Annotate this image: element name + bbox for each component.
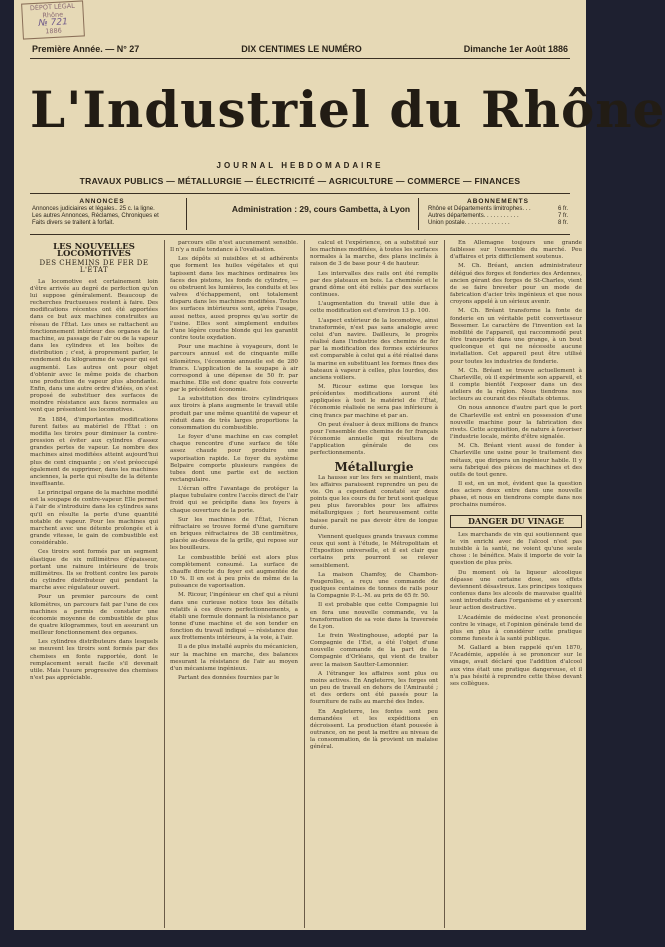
abonnement-label: Rhône et Départements limitrophes. . . — [428, 206, 531, 212]
abonnement-price: 6 fr. — [557, 206, 568, 212]
legal-deposit-stamp — [21, 0, 85, 39]
danger-du-vinage-heading: DANGER DU VINAGE — [450, 515, 582, 528]
paragraph: Le frein Westinghouse, adopté par la Compagnie de l'Est, a été l'objet d'une nouvelle commande de la part de la Compagnie d'Orléans, qui vient de traiter avec la maison Sautter-Lemonnier. — [310, 632, 438, 668]
paragraph: Le principal organe de la machine modifié est la soupape de contre-vapeur. Elle permet à l'air de s'introduire dans les cylindres sans qu'il en résulte la perte d'une quantité notable de vapeur. Pour les machines qui marchent avec une détente prolongée et à grande vitesse, le gain de combustible est considérable. — [30, 490, 159, 547]
annonces-line: Les autres Annonces, Réclames, Chroniques et — [32, 213, 159, 219]
paragraph: Les marchands de vin qui soutiennent que le vin enrichi avec de l'alcool n'est pas nuisible à la santé, ne voient qu'une seule chose : le bénéfice. Mais il importe de voir la question de plus près. — [450, 531, 582, 567]
paragraph: Sur les machines de l'État, l'écran réfractaire se trouve formé d'une garniture en briques réfractaires de 38 centimètres, placée au-dessus de la grille, qui repose sur les bouilleurs. — [170, 516, 298, 552]
paragraph: Viennent quelques grands travaux comme ceux qui sont à l'étude, le Métropolitain et l'Exposition universelle, et il est clair que certains prix pourront se relever sensiblement. — [310, 533, 438, 569]
annonces-title: ANNONCES — [79, 198, 125, 205]
abonnement-label: Autres départements. . . . . . . . . . . — [428, 213, 519, 219]
paragraph: M. Ricour estime que lorsque les précédentes modifications auront été appliquées à tout le matériel de l'État, l'économie réalisée ne sera pas inférieure à cinq francs par machine et par an. — [310, 383, 438, 419]
annonces-line: Annonces judiciaires et légales.. 25 c. la ligne. — [32, 206, 155, 212]
column-2 — [170, 240, 298, 684]
info-divider — [186, 198, 187, 230]
section-heading-metallurgie: Métallurgie — [334, 459, 414, 474]
paragraph: Pour un premier parcours de cent kilomètres, un parcours fait par l'une de ces machines a permis de constater une économie moyenne de combustible de plus de quatre kilogrammes, tout en assurant un meilleur fonctionnement des organes. — [30, 594, 158, 637]
paragraph: On nous annonce d'autre part que le port de Charleville est entré en possession d'une nouvelle machine pour la fabrication des rivets. Cette acquisition, de nature à favoriser l'industrie locale, mérite d'être signalée. — [450, 405, 582, 441]
newspaper-sectors: TRAVAUX PUBLICS — MÉTALLURGIE — ÉLECTRICITÉ — AGRICULTURE — COMMERCE — FINANCES — [79, 176, 521, 186]
stamp-handwritten-number: № 721 — [38, 17, 69, 29]
stamp-line-2: Rhône — [42, 10, 64, 20]
paragraph: A l'étranger les affaires sont plus ou moins actives. En Angleterre, les forges ont un peu de travail en dehors de l'Amirauté ; et des orders ont été passés pour la fourniture de rails au marché des Indes. — [310, 670, 438, 706]
column-divider — [304, 240, 305, 928]
info-top-rule — [30, 193, 570, 194]
column-3 — [310, 240, 438, 753]
abonnement-label: Union postale. . . . . . . . . . . . . . — [428, 220, 510, 226]
paragraph: Il a de plus installé auprès du mécanicien, sur la machine en marche, des balances mesurant la résistance de l'air au moyen d'un mécanisme ingénieux. — [170, 644, 298, 672]
paragraph: M. Gallard a bien rappelé qu'en 1870, l'Académie, appelée à se prononcer sur le vinage, avait déclaré que l'addition d'alcool aux vins était une pratique dangereuse, et il n'a pas hésité à reprendre cette thèse devant ses collègues. — [450, 645, 582, 687]
newspaper-page — [14, 0, 665, 930]
paragraph: L'aspect extérieur de la locomotive, ainsi transformée, n'est pas sans analogie avec celui d'un navire. Dailleurs, le progrès réalisé dans l'industrie des chemins de fer par la modification des formes extérieures est comparable à celui qui a été réalisé dans la marine en substituant les formes fines des bateaux à vapeur à celles, plus lourdes, des anciens voiliers. — [310, 317, 438, 381]
abonnement-row — [428, 206, 568, 213]
paragraph: Il est probable que cette Compagnie lui en fera une nouvelle commande, vu la transformation de sa voie dans la traversée de Lyon. — [310, 602, 438, 630]
abonnements-title: ABONNEMENTS — [467, 198, 529, 205]
paragraph: La locomotive est certainement loin d'être arrivée au degré de perfection qu'on lui suppose généralement. Beaucoup de recherches fructueuses restent à faire. Des modifications récentes ont été apportées dans ce but aux machines construites au réseau de l'État. Les unes se rattachent au fonctionnement intérieur des organes de la machine, au passage de l'air ou de la vapeur dans les cylindres et les boîtes de distribution ; c'est, à proprement parler, le rendement du kilogramme de vapeur qui est augmenté. Les autres ont pour objet d'obtenir avec le même poids de charbon une production de vapeur plus abondante. Enfin, dans une autre ordre d'idées, on s'est proposé de substituer des surfaces de moindre résistance aux faces normales au vent que présentent les locomotives. — [30, 278, 158, 414]
edition-number: Première Année. — N° 27 — [32, 44, 140, 54]
paragraph: En 1884, d'importantes modifications furent faites au matériel de l'État : on modifia les tiroirs pour diminuer la contre-pression et éviter aux cylindres d'assez grandes pertes de vapeur. Le nombre des machines ainsi modifiées atteint aujourd'hui plus de cent cinquante ; on s'est préoccupé également de supprimer, dans les machines anciennes, la perte qui résulte de la détente insuffisante. — [30, 416, 158, 487]
article-columns — [30, 240, 582, 930]
paragraph: M. Ch. Bréant, ancien administrateur délégué des forges et fonderies des Ardennes, ancien gérant des forges de St-Charles, vient de se faire breveter pour un mode de fabrication d'acier très ingénieux et que nous croyons appelé à un sérieux avenir. — [450, 263, 582, 306]
paragraph: En Angleterre, les fontes sont peu demandées et les expéditions en décroissent. La production étant poussée à outrance, on ne peut la mettre au niveau de la consommation, de là provient un malaise général. — [310, 708, 438, 751]
stamp-line-1: DÉPOT LÉGAL — [29, 1, 76, 13]
paragraph: M. Ch. Bréant vient aussi de fonder à Charleville une usine pour le traitement des métaux, que dirigera un ingénieur habile. Il y sera fabriqué des pièces de machines et des outils de tout genre. — [450, 443, 582, 478]
issue-info-bar — [32, 42, 568, 56]
paragraph: La substitution des tiroirs cylindriques aux tiroirs à plans augmente le travail utile produit par une même quantité de vapeur et réduit dans de très larges proportions la consommation du combustible. — [170, 396, 298, 431]
paragraph: M. Ch. Bréant se trouve actuellement à Charleville, où il expérimente son appareil, et il compte bientôt l'exposer dans un des ateliers de la région. Nous tiendrons nos lecteurs au courant des résultats obtenus. — [450, 367, 582, 403]
paragraph: M. Ricour, l'ingénieur en chef qui a réuni dans une curieuse notice tous les détails relatifs à ces divers perfectionnements, a établi une formule donnant la résistance par tonne d'une machine et de son tender en fonction du travail indiqué — résistance due aux frottements intérieurs, à la voie, à l'air. — [170, 592, 298, 642]
paragraph: Pour une machine à voyageurs, dont le parcours annuel est de cinquante mille kilomètres, l'économie annuelle est de 280 francs. L'application de la soupape à air correspond à une dépense de 50 fr. par machine. Elle est donc quatre fois couverte par le précédent économie. — [170, 344, 298, 394]
abonnement-row — [428, 213, 568, 220]
paragraph: Il est, en un mot, évident que la question des aciers doux entre dans une nouvelle phase, et nous en tiendrons compte dans nos prochains numéros. — [450, 481, 582, 509]
paragraph: L'écran offre l'avantage de protéger la plaque tubulaire contre l'accès direct de l'air froid qui se précipite dans les foyers à chaque ouverture de la porte. — [170, 486, 298, 514]
administration-address: Administration : 29, cours Gambetta, à Lyon — [231, 204, 411, 214]
issue-price: DIX CENTIMES LE NUMÉRO — [241, 44, 362, 54]
paragraph: La maison Chamfoy, de Chambon-Feugerolles, a reçu une commande de quelques centaines de tonnes de rails pour la Compagnie P.-L.-M. au prix de 65 fr. 50. — [310, 571, 438, 600]
abonnement-price: 7 fr. — [557, 213, 568, 219]
abonnement-row — [428, 220, 568, 227]
info-bottom-rule — [30, 234, 570, 235]
newspaper-subtitle: JOURNAL HEBDOMADAIRE — [216, 161, 384, 170]
paragraph: Du moment où la liqueur alcoolique dépasse une certaine dose, ses effets deviennent désastreux. Les principes toxiques contenus dans les alcools de mauvaise qualité sont introduits dans l'organisme et y exercent leur action destructive. — [450, 569, 582, 612]
stamp-line-3: 1886 — [45, 26, 63, 36]
top-rule — [30, 58, 570, 59]
article-subheading: DES CHEMINS DE FER DE L'ÉTAT — [39, 259, 149, 275]
paragraph: On peut évaluer à deux millions de francs pour l'ensemble des chemins de fer français l'économie annuelle qui résultera de l'application générale de ces perfectionnements. — [310, 421, 438, 457]
paragraph: La hausse sur les fers se maintient, mais les affaires paraissent reprendre un peu de vie. On a cependant constaté sur deux points que les cours du fer brut sont quelque peu plus favorables pour les affaires métallurgiques ; fort heureusement cette baisse paraît ne pas devoir être de longue durée. — [310, 474, 439, 531]
annonces-block — [32, 198, 172, 227]
paragraph: En Allemagne toujours une grande faiblesse sur l'ensemble du marché. Peu d'affaires et prix difficilement soutenus. — [450, 240, 582, 261]
column-4 — [450, 240, 582, 690]
paragraph: Ces tiroirs sont formés par un segment élastique de six millimètres d'épaisseur, portant une rainure intérieure de trois millimètres. Ils se frottent contre les parois du cylindre distributeur qui pendant la marche avec régulateur ouvert. — [30, 549, 158, 592]
paragraph: Le combustible brûlé est alors plus complètement consumé. La surface de chauffe directe du foyer est augmentée de 10 %. Il en est à peu près de même de la puissance de vaporisation. — [170, 554, 298, 590]
annonces-line: Faits divers se traitent à forfait. — [32, 220, 115, 226]
column-divider — [164, 240, 165, 928]
paragraph: L'Académie de médecine s'est prononcée contre le vinage, et l'opinion générale tend de plus en plus à considérer cette pratique comme funeste à la santé publique. — [450, 614, 582, 642]
paragraph: calcul et l'expérience, on a substitué sur les machines modifiées, à toutes les surfaces normales à la marche, des plans inclinés à raison de 3 de base pour 4 de hauteur. — [310, 240, 438, 268]
column-divider — [444, 240, 445, 928]
paragraph: Partant des données fournies par le — [178, 675, 280, 682]
info-box — [30, 196, 570, 232]
paragraph: Les intervalles des rails ont été remplis par des plateaux en bois. La cheminée et le grand dôme ont été reliés par des surfaces continues. — [310, 270, 438, 299]
paragraph: Les cylindres distributeurs dans lesquels se meuvent les tiroirs sont formés par des chemises en fonte rapportée, dont le remplacement serait facile s'il devenait utile. Mais l'usure progressive des chemises n'est pas appréciable. — [30, 639, 158, 682]
paragraph: L'augmentation du travail utile due à cette modification est d'environ 13 p. 100. — [310, 301, 438, 315]
article-heading: LES NOUVELLES LOCOMOTIVES — [53, 242, 135, 260]
issue-date: Dimanche 1er Août 1886 — [463, 44, 568, 54]
paragraph: Les dépôts si nuisibles et si adhérents que forment les huiles végétales et qui tapissent dans les machines ordinaires les faces des pistons, les fonds de cylindre, — ou obstruent les lumières, les conduits et les valves d'échappement, ont totalement disparu dans les machines modifiées. Toutes les surfaces intérieures sont, après l'usage, aussi nettes, aussi propres qu'au sortir de l'usine. Elles sont simplement enduites d'une légère couche blonde qui les garantit contre toute oxydation. — [170, 256, 298, 342]
column-1 — [30, 240, 158, 684]
paragraph: Le foyer d'une machine en cas complet chaque rencontre d'une surface de tôle assez chaude pour produire une vaporisation rapide. Le foyer du système Belpaire comporte plusieurs rangées de tubes dont une partie est de section rectangulaire. — [170, 434, 298, 483]
paragraph: M. Ch. Bréant transforme la fonte de fonderie en un véritable petit convertisseur Bessemer. Le caractère de l'invention est la mobilité de l'appareil, qui raccommodé peut être transporté dans une grange, à un bout quelconque et qui ne nécessite aucune installation. Cet appareil peut être utilisé pour toutes les industries de fonderie. — [450, 308, 582, 365]
abonnements-block — [428, 198, 568, 227]
newspaper-title: L'Industriel du Rhône — [30, 80, 665, 139]
paragraph: parcours elle n'est aucunement sensible. Il n'y a nulle tendance à l'ovalisation. — [170, 240, 298, 254]
info-divider — [418, 198, 419, 230]
abonnement-price: 8 fr. — [557, 220, 568, 226]
